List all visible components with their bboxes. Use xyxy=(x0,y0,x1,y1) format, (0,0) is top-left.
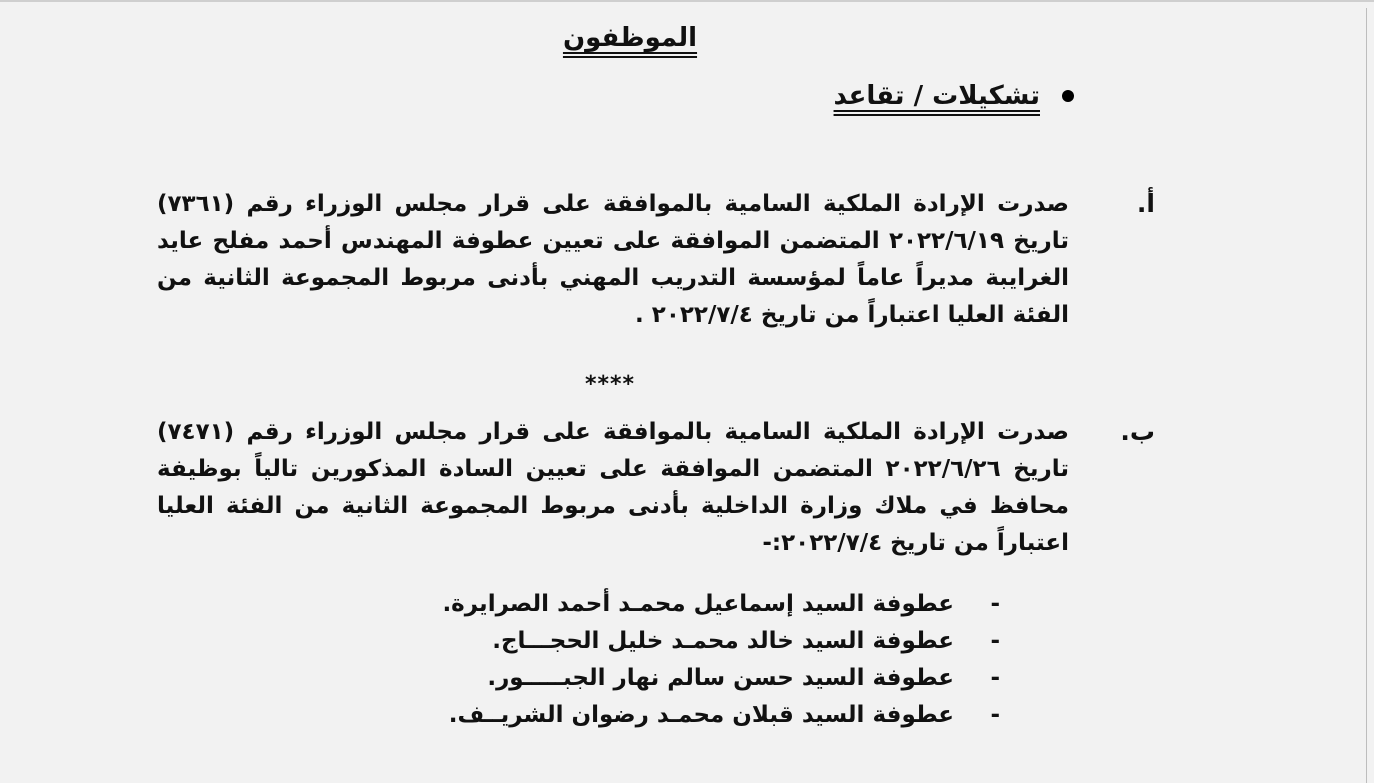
dash-marker: - xyxy=(990,665,1000,691)
list-item xyxy=(448,697,1000,734)
item-marker: ب. xyxy=(1120,417,1155,446)
item-paragraph: صدرت الإرادة الملكية السامية بالموافقة على قرار مجلس الوزراء رقم (٧٣٦١) تاريخ ٢٠٢٢/٦/١٩ المتضمن الموافقة على تعيين عطوفة المهندس أحمد مفلح عايد الغرايبة مديراً عاماً لمؤسسة التدريب المهني بأدنى مربوط المجموعة الثانية من الفئة العليا اعتباراً من تاريخ ٢٠٢٢/٧/٤ . xyxy=(157,191,1069,328)
appointee-name: عطوفة السيد خالد محمـد خليل الحجـــاج. xyxy=(492,628,954,654)
section-heading: تشكيلات / تقاعد xyxy=(833,81,1040,111)
item-paragraph: صدرت الإرادة الملكية السامية بالموافقة على قرار مجلس الوزراء رقم (٧٤٧١) تاريخ ٢٠٢٢/٦/٢٦ المتضمن الموافقة على تعيين السادة المذكورين تالياً بوظيفة محافظ في ملاك وزارة الداخلية بأدنى مربوط المجموعة الثانية من الفئة العليا اعتباراً من تاريخ ٢٠٢٢/٧/٤:- xyxy=(157,419,1069,556)
appointee-name: عطوفة السيد قبلان محمـد رضوان الشريــف. xyxy=(448,702,954,728)
appointee-name: عطوفة السيد إسماعيل محمـد أحمد الصرايرة. xyxy=(442,591,954,617)
list-item xyxy=(442,586,1000,623)
separator-stars: **** xyxy=(584,372,636,397)
page-title: الموظفون xyxy=(562,23,698,53)
section-heading-row xyxy=(774,76,1074,116)
dash-marker: - xyxy=(990,591,1000,617)
list-item xyxy=(460,623,1000,660)
dash-marker: - xyxy=(990,702,1000,728)
list-item xyxy=(460,660,1000,697)
bullet-icon xyxy=(1062,90,1074,102)
appointee-name: عطوفة السيد حسن سالم نهار الجبـــــور. xyxy=(487,665,954,691)
appointee-list xyxy=(442,586,1000,734)
item-marker: أ. xyxy=(1136,189,1155,218)
dash-marker: - xyxy=(990,628,1000,654)
